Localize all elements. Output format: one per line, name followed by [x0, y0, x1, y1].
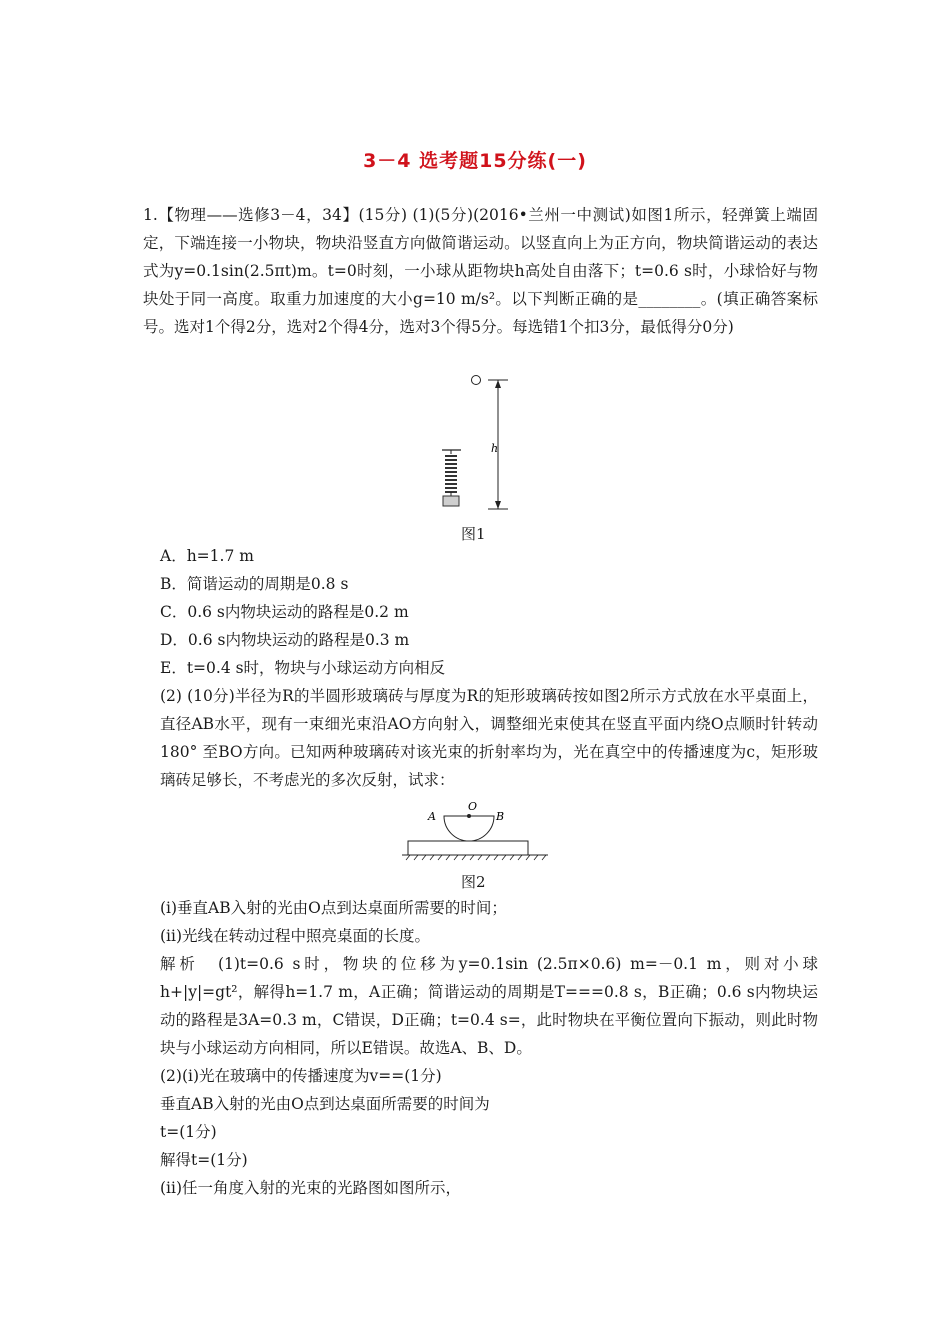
solution-line-1: (2)(ⅰ)光在玻璃中的传播速度为v==(1分): [160, 1067, 442, 1085]
question-number: 1.: [143, 206, 158, 224]
label-b: B: [496, 810, 505, 823]
option-d: D．0.6 s内物块运动的路程是0.3 m: [160, 631, 410, 649]
question-1-part-2: (2) (10分)半径为R的半圆形玻璃砖与厚度为R的矩形玻璃砖按如图2所示方式放在水平桌面上，直径AB水平，现有一束细光束沿AO方向射入，调整细光束使其在竖直平面内绕O点顺时针转动180° 至BO方向。已知两种玻璃砖对该光束的折射率均为，光在真空中的传播速度为c，矩形玻璃砖足够长，不考虑光的多次反射，试求：: [160, 687, 818, 789]
question-header: 【物理——选修3－4，34】(15分): [157, 206, 408, 224]
spring-icon: [445, 456, 457, 492]
figure-1-spring-ball: [430, 368, 540, 518]
sub-question-i: (ⅰ)垂直AB入射的光由O点到达桌面所需要的时间；: [160, 899, 507, 917]
h-label: h: [491, 442, 499, 455]
block-icon: [443, 496, 459, 506]
page-title: 3－4 选考题15分练(一): [363, 150, 587, 172]
ball-icon: [472, 376, 481, 385]
label-o: O: [468, 800, 478, 813]
sub-question-ii: (ⅱ)光线在转动过程中照亮桌面的长度。: [160, 927, 431, 945]
solution-part-1: 解析 (1)t=0.6 s时，物块的位移为y=0.1sin (2.5π×0.6) m=－0.1 m，则对小球h+|y|=gt²，解得h=1.7 m，A正确；简谐运动的周期是T===0.8 s，B正确；0.6 s内物块运动的路程是3A=0.3 m，C错误，D正确；t=0.4 s=，此时物块在平衡位置向下振动，则此时物块与小球运动方向相同，所以E错误。故选A、B、D。: [160, 955, 818, 1057]
label-a: A: [428, 810, 436, 823]
semicircle-glass-icon: [444, 816, 494, 841]
rectangular-glass-icon: [408, 841, 528, 855]
part-1-text: (2016•兰州一中测试)如图1所示，轻弹簧上端固定，下端连接一小物块，物块沿竖直方向做简谐运动。以竖直向上为正方向，物块简谐运动的表达式为y=0.1sin(2.5πt)m。t=0时刻，一小球从距物块h高处自由落下；t=0.6 s时，小球恰好与物块处于同一高度。取重力加速度的大小g=10 m/s²。以下判断正确的是________。(填正确答案标号。选对1个得2分，选对2个得4分，选对3个得5分。每选错1个扣3分，最低得分0分): [143, 206, 818, 336]
option-e: E．t=0.4 s时，物块与小球运动方向相反: [160, 659, 446, 677]
option-a: A．h=1.7 m: [160, 547, 254, 565]
figure-2-glass-bricks: [398, 798, 553, 862]
solution-line-4: 解得t=(1分): [160, 1151, 248, 1169]
question-1-part-1: [143, 201, 818, 341]
solution-line-5: (ⅱ)任一角度入射的光束的光路图如图所示，: [160, 1179, 462, 1197]
figure-2-caption: 图2: [461, 873, 486, 891]
option-b: B．简谐运动的周期是0.8 s: [160, 575, 349, 593]
solution-line-2: 垂直AB入射的光由O点到达桌面所需要的时间为: [160, 1095, 490, 1113]
point-o-icon: [467, 814, 471, 818]
part-1-label: (1)(5分): [412, 206, 474, 224]
option-c: C．0.6 s内物块运动的路程是0.2 m: [160, 603, 409, 621]
figure-1-caption: 图1: [461, 525, 486, 543]
solution-line-3: t=(1分): [160, 1123, 217, 1141]
